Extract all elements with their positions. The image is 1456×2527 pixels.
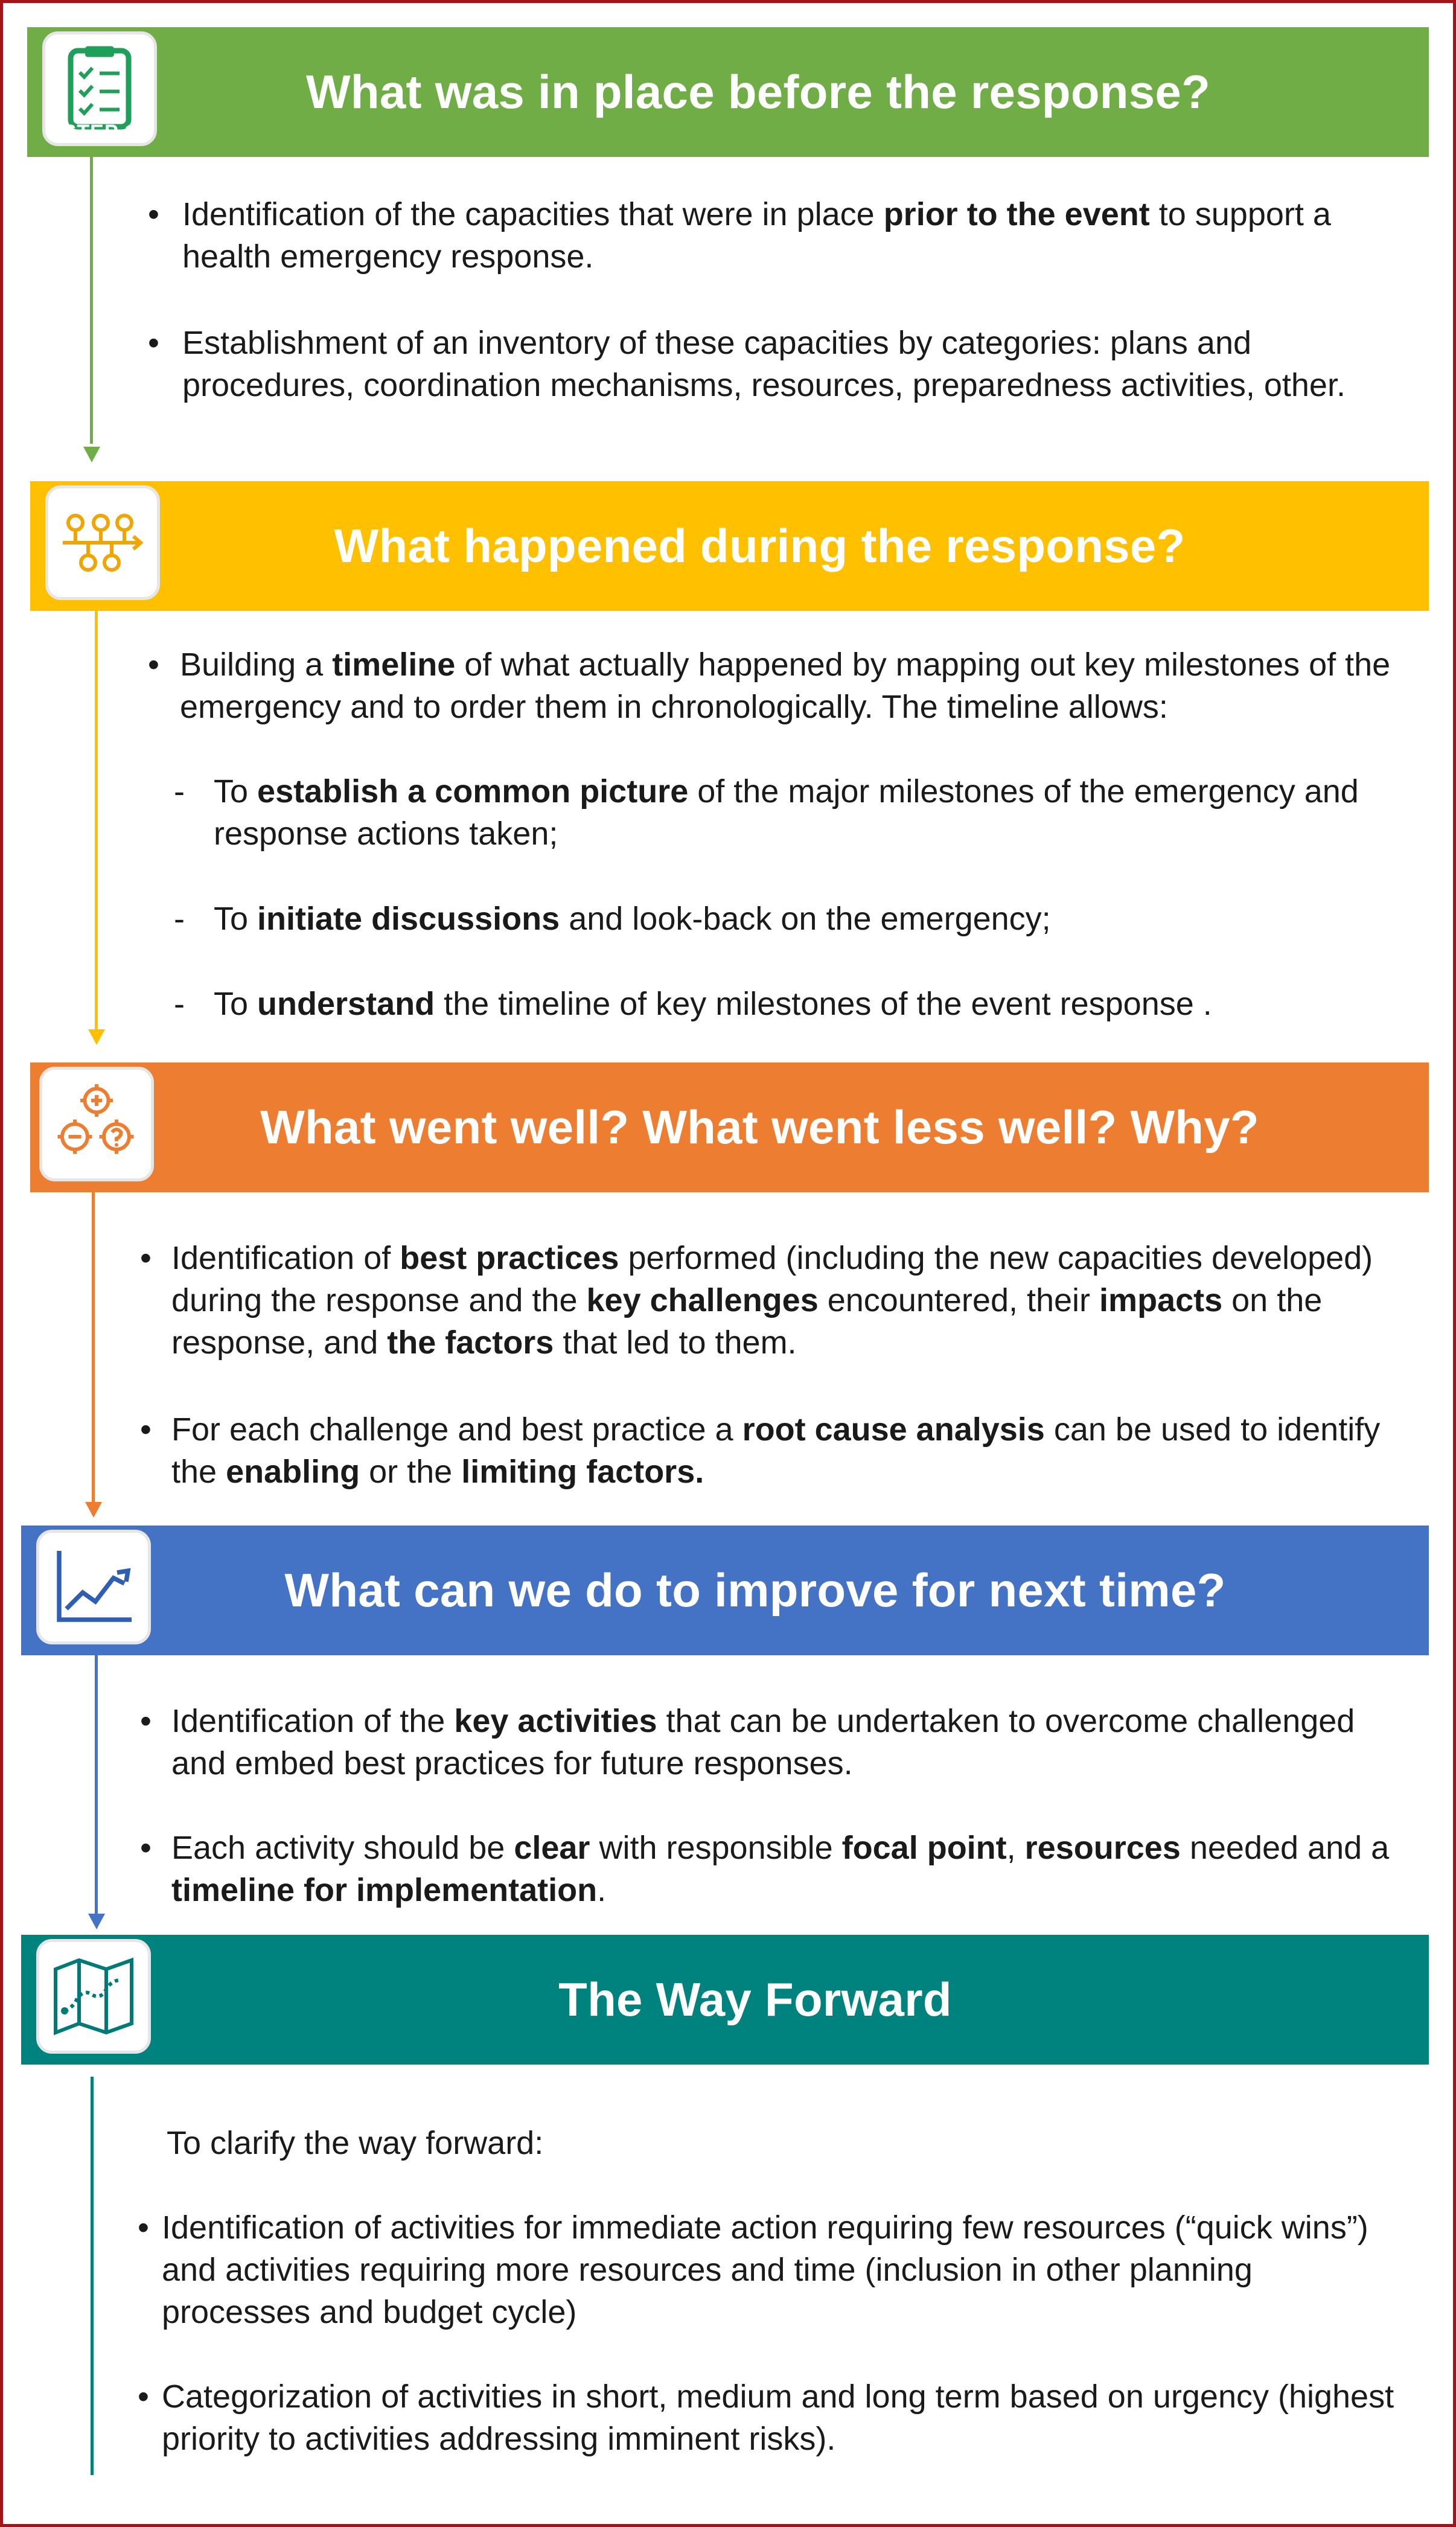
step2-banner <box>30 481 1429 611</box>
trend-chart-icon <box>48 1542 139 1632</box>
step5-bullet: Identification of activities for immediate action requiring few resources (“quick wins”) and activities requiring more resources and time (inclusion in other planning processes and budget cycle) <box>162 2209 1368 2330</box>
step1-arrowhead <box>83 447 100 462</box>
bold-phrase: limiting factors. <box>461 1454 704 1490</box>
step2-dash-marker: - <box>174 901 185 937</box>
bold-phrase: prior to the event <box>883 196 1150 232</box>
bold-phrase: timeline <box>332 647 456 683</box>
bold-phrase: enabling <box>226 1454 360 1490</box>
bold-phrase: best practices <box>400 1240 619 1276</box>
step2-dash-item: To establish a common picture of the major milestones of the emergency and response actions taken; <box>214 773 1359 852</box>
bold-phrase: clear <box>514 1830 590 1866</box>
bold-phrase: establish a common picture <box>257 773 689 810</box>
step2-dash-marker: - <box>174 773 185 810</box>
step1-label: STEP 1 <box>62 121 137 144</box>
step5-banner <box>21 1935 1429 2065</box>
step3-bullet: Identification of best practices performed (including the new capacities developed) during the response and the key challenges encountered, their impacts on the response, and the factors that led to them. <box>171 1240 1373 1361</box>
bold-phrase: impacts <box>1099 1282 1223 1318</box>
step4-bullet-marker: • <box>140 1830 152 1866</box>
step4-bullet-marker: • <box>140 1703 152 1739</box>
step1-connector <box>90 157 93 444</box>
bold-phrase: key activities <box>454 1703 657 1739</box>
step5-title: The Way Forward <box>558 1973 952 2026</box>
bold-phrase: key challenges <box>586 1282 819 1318</box>
bold-phrase: initiate discussions <box>257 901 560 937</box>
map-icon <box>48 1951 139 2042</box>
step3-bullet: For each challenge and best practice a root cause analysis can be used to identify the enabling or the limiting factors. <box>171 1411 1381 1490</box>
step1-bullet-marker: • <box>148 196 159 232</box>
step3-bullet-marker: • <box>140 1411 152 1448</box>
bold-phrase: root cause analysis <box>742 1411 1045 1448</box>
step4-arrowhead <box>88 1914 105 1929</box>
step5-label: STEP 5 <box>56 2032 131 2055</box>
step2-connector <box>95 611 98 1030</box>
step2-bullet-marker: • <box>148 647 159 683</box>
step3-arrowhead <box>85 1502 102 1518</box>
step4-label: STEP 4 <box>59 1623 134 1646</box>
step1-bullet-marker: • <box>148 325 159 361</box>
timeline-icon <box>57 497 148 588</box>
step1-banner <box>27 27 1429 157</box>
bold-phrase: resources <box>1024 1830 1181 1866</box>
step2-dash-item: To understand the timeline of key milestones of the event response . <box>214 986 1212 1022</box>
step5-bullet-marker: • <box>138 2378 149 2415</box>
step4-bullet: Each activity should be clear with responsible focal point, resources needed and a timeline for implementation. <box>171 1830 1390 1908</box>
step1-bullet: Identification of the capacities that were in place prior to the event to support a health emergency response. <box>182 196 1331 275</box>
step2-label: STEP 2 <box>65 575 140 598</box>
step2-bullet: Building a timeline of what actually happened by mapping out key milestones of the emergency and to order them in chronologically. The timeline allows: <box>180 647 1391 725</box>
step3-connector <box>92 1192 95 1503</box>
step5-bullet: Categorization of activities in short, medium and long term based on urgency (highest priority to activities addressing imminent risks). <box>162 2378 1394 2457</box>
bold-phrase: timeline for implementation <box>171 1872 598 1908</box>
step4-bullet: Identification of the key activities that can be undertaken to overcome challenged and embed best practices for future responses. <box>171 1703 1355 1781</box>
step3-title: What went well? What went less well? Why? <box>260 1101 1259 1154</box>
bold-phrase: focal point <box>841 1830 1007 1866</box>
step2-arrowhead <box>88 1029 105 1045</box>
bold-phrase: understand <box>257 986 435 1022</box>
step3-label: STEP 3 <box>56 1155 131 1178</box>
step5-bullet-marker: • <box>138 2209 149 2246</box>
step4-title: What can we do to improve for next time? <box>284 1564 1226 1617</box>
step5-intro: To clarify the way forward: <box>167 2125 544 2161</box>
step2-dash-marker: - <box>174 986 185 1022</box>
step3-banner <box>30 1062 1429 1192</box>
bold-phrase: the factors <box>387 1324 554 1361</box>
step2-dash-item: To initiate discussions and look-back on the emergency; <box>214 901 1051 937</box>
step4-banner <box>21 1525 1429 1655</box>
step3-bullet-marker: • <box>140 1240 152 1276</box>
step1-title: What was in place before the response? <box>305 65 1211 118</box>
step2-title: What happened during the response? <box>334 519 1186 572</box>
step4-connector <box>95 1655 98 1915</box>
step5-connector <box>91 2077 94 2475</box>
step1-bullet: Establishment of an inventory of these capacities by categories: plans and procedures, coordination mechanisms, resources, preparedness activities, other. <box>182 325 1346 403</box>
